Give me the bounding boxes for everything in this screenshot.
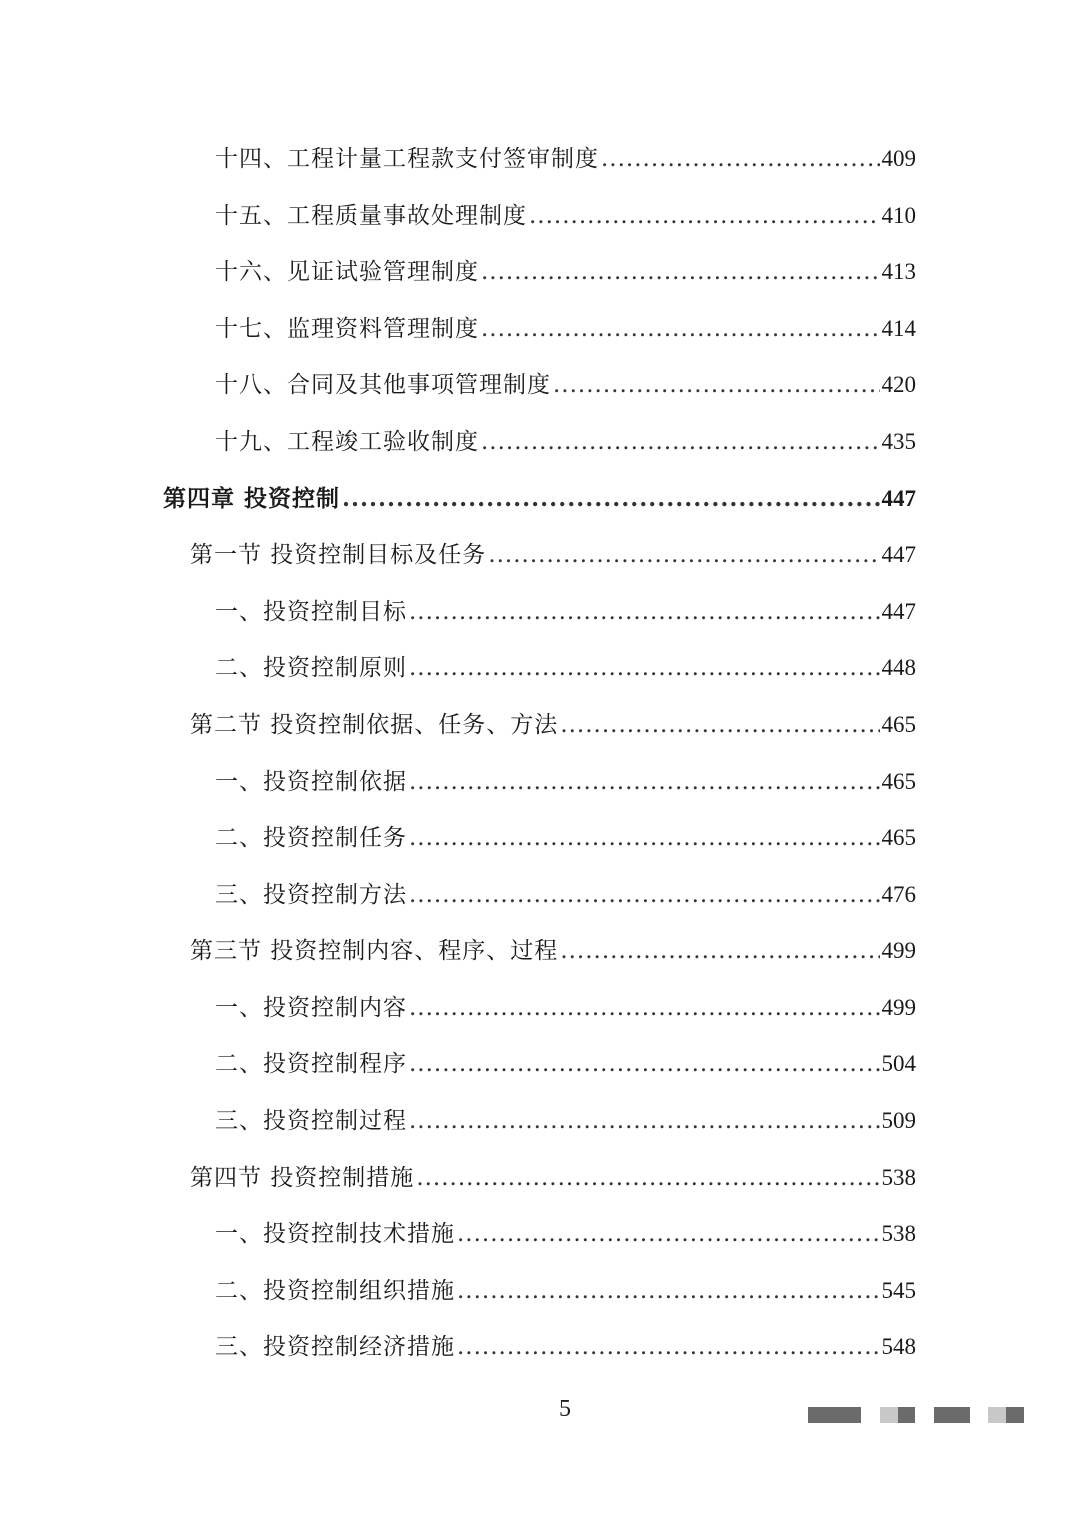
toc-entry-title: 三、投资控制方法	[215, 882, 407, 908]
toc-entry[interactable]	[215, 818, 916, 858]
toc-entry-title: 十七、监理资料管理制度	[215, 316, 479, 342]
toc-dot-leader	[457, 1214, 880, 1254]
toc-entry-page: 548	[881, 1334, 916, 1359]
toc-dot-leader	[409, 1101, 880, 1141]
toc-entry[interactable]	[215, 1327, 916, 1367]
toc-entry-title: 三、投资控制过程	[215, 1108, 407, 1134]
toc-dot-leader	[409, 592, 880, 632]
toc-entry[interactable]	[215, 875, 916, 915]
toc-entry[interactable]	[215, 1214, 916, 1254]
toc-entry[interactable]	[215, 309, 916, 349]
toc-entry-page: 465	[881, 769, 916, 794]
toc-entry-title: 十四、工程计量工程款支付签审制度	[215, 146, 599, 172]
toc-entry-page: 435	[881, 429, 916, 454]
toc-dot-leader	[409, 648, 880, 688]
toc-section-entry[interactable]	[190, 931, 916, 971]
toc-dot-leader	[529, 196, 880, 236]
toc-entry-page: 420	[881, 372, 916, 397]
toc-entry-page: 499	[881, 938, 916, 963]
toc-dot-leader	[409, 1044, 880, 1084]
toc-entry-title: 一、投资控制目标	[215, 599, 407, 625]
toc-entry-page: 509	[881, 1108, 916, 1133]
toc-dot-leader	[601, 139, 880, 179]
toc-entry[interactable]	[215, 648, 916, 688]
toc-entry-title: 十九、工程竣工验收制度	[215, 429, 479, 455]
toc-dot-leader	[553, 365, 880, 405]
toc-entry-title: 第二节 投资控制依据、任务、方法	[190, 712, 559, 738]
toc-section-entry[interactable]	[190, 705, 916, 745]
toc-dot-leader	[481, 309, 880, 349]
toc-entry-title: 二、投资控制原则	[215, 655, 407, 681]
toc-entry[interactable]	[215, 988, 916, 1028]
toc-entry-title: 十六、见证试验管理制度	[215, 259, 479, 285]
toc-entry-page: 476	[881, 882, 916, 907]
toc-entry[interactable]	[215, 422, 916, 462]
toc-entry-title: 第四章 投资控制	[163, 485, 341, 512]
toc-entry[interactable]	[215, 252, 916, 292]
toc-entry-page: 413	[881, 259, 916, 284]
toc-dot-leader	[457, 1271, 880, 1311]
toc-entry-page: 409	[881, 146, 916, 171]
toc-entry[interactable]	[215, 1101, 916, 1141]
decoration-block	[880, 1407, 898, 1423]
toc-entry-title: 第一节 投资控制目标及任务	[190, 542, 487, 568]
toc-entry[interactable]	[215, 1044, 916, 1084]
toc-entry-page: 447	[881, 486, 916, 511]
toc-entry-title: 一、投资控制依据	[215, 769, 407, 795]
toc-entry-page: 465	[881, 712, 916, 737]
toc-entry-title: 二、投资控制组织措施	[215, 1278, 455, 1304]
toc-entry[interactable]	[215, 1271, 916, 1311]
decoration-block	[934, 1407, 970, 1423]
toc-chapter-entry[interactable]	[163, 479, 916, 519]
toc-entry-title: 二、投资控制程序	[215, 1051, 407, 1077]
toc-entry-page: 538	[881, 1165, 916, 1190]
toc-entry[interactable]	[215, 196, 916, 236]
toc-entry-page: 465	[881, 825, 916, 850]
toc-dot-leader	[342, 479, 879, 519]
decoration-block	[898, 1407, 915, 1423]
toc-entry-title: 十五、工程质量事故处理制度	[215, 203, 527, 229]
toc-entry-page: 414	[881, 316, 916, 341]
footer-decoration-blocks	[808, 1407, 1028, 1423]
toc-entry-title: 三、投资控制经济措施	[215, 1334, 455, 1360]
toc-entry-page: 448	[881, 655, 916, 680]
toc-section-entry[interactable]	[190, 535, 916, 575]
toc-section-entry[interactable]	[190, 1158, 916, 1198]
toc-entry[interactable]	[215, 762, 916, 802]
toc-dot-leader	[560, 705, 879, 745]
toc-entry[interactable]	[215, 139, 916, 179]
toc-entry-title: 一、投资控制内容	[215, 995, 407, 1021]
toc-dot-leader	[560, 931, 879, 971]
toc-dot-leader	[457, 1327, 880, 1367]
toc-entry-page: 545	[881, 1278, 916, 1303]
toc-entry-title: 十八、合同及其他事项管理制度	[215, 372, 551, 398]
page-number: 5	[559, 1396, 571, 1422]
decoration-block	[808, 1407, 861, 1423]
toc-entry-title: 二、投资控制任务	[215, 825, 407, 851]
toc-entry-page: 504	[881, 1051, 916, 1076]
toc-dot-leader	[409, 762, 880, 802]
toc-dot-leader	[409, 818, 880, 858]
toc-entry-title: 一、投资控制技术措施	[215, 1221, 455, 1247]
decoration-block	[988, 1407, 1006, 1423]
toc-dot-leader	[416, 1158, 879, 1198]
toc-entry-page: 447	[881, 542, 916, 567]
toc-entry-page: 447	[881, 599, 916, 624]
toc-entry-page: 538	[881, 1221, 916, 1246]
decoration-block	[1006, 1407, 1024, 1423]
toc-dot-leader	[409, 875, 880, 915]
toc-dot-leader	[481, 252, 880, 292]
toc-entry-page: 499	[881, 995, 916, 1020]
toc-dot-leader	[409, 988, 880, 1028]
toc-entry-title: 第三节 投资控制内容、程序、过程	[190, 938, 559, 964]
toc-entry[interactable]	[215, 365, 916, 405]
toc-dot-leader	[481, 422, 880, 462]
toc-dot-leader	[488, 535, 879, 575]
toc-entry-page: 410	[881, 203, 916, 228]
toc-entry-title: 第四节 投资控制措施	[190, 1165, 415, 1191]
toc-entry[interactable]	[215, 592, 916, 632]
